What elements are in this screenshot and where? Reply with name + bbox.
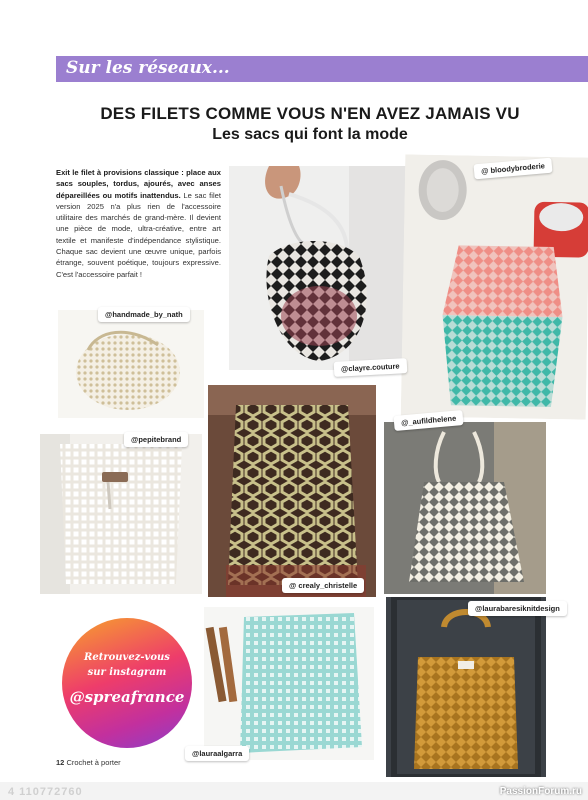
photo-aufildhelene xyxy=(384,422,546,594)
instagram-promo xyxy=(62,618,192,748)
page-footer xyxy=(56,758,121,767)
photo-laurabaresiknitdesign xyxy=(386,597,546,777)
section-banner xyxy=(56,56,588,82)
article-headline: DES FILETS COMME VOUS N'EN AVEZ JAMAIS VU xyxy=(100,104,520,123)
net-bag-image xyxy=(208,385,376,597)
handle-tag: @handmade_by_nath xyxy=(98,307,190,322)
photo-clayre-couture xyxy=(229,166,413,370)
page-number: 12 xyxy=(56,758,65,767)
promo-handle: @spreafrance xyxy=(69,688,185,706)
net-bag-image xyxy=(401,154,588,419)
article-subheadline: Les sacs qui font la mode xyxy=(212,126,408,143)
section-banner-label: Sur les réseaux... xyxy=(66,58,230,78)
handle-tag: @ crealy_christelle xyxy=(282,578,364,593)
intro-paragraph xyxy=(56,167,221,280)
net-bag-image xyxy=(386,597,546,777)
net-bag-image xyxy=(204,607,374,760)
watermark: PassionForum.ru xyxy=(499,786,582,797)
handle-tag: @clayre.couture xyxy=(334,358,407,377)
net-bag-image xyxy=(384,422,546,594)
net-bag-image xyxy=(58,310,204,418)
net-bag-image xyxy=(40,434,202,594)
photo-lauraalgarra xyxy=(204,607,374,760)
magazine-name: Crochet à porter xyxy=(66,758,121,767)
intro-lead: Exit le filet à provisions classique : place aux sacs souples, tordus, ajourés, avec anses dépareillées ou motifs inattendus. xyxy=(56,168,221,200)
net-bag-image xyxy=(229,166,413,370)
photo-bloodybroderie xyxy=(401,154,588,419)
promo-line-2: sur instagram xyxy=(87,667,167,678)
photo-crealy-christelle xyxy=(208,385,376,597)
promo-line-1: Retrouvez-vous xyxy=(84,652,170,663)
handle-tag: @laurabaresiknitdesign xyxy=(468,601,567,616)
barcode-digits: 4 110772760 xyxy=(8,786,83,798)
photo-pepitebrand xyxy=(40,434,202,594)
handle-tag: @pepitebrand xyxy=(124,432,188,447)
handle-tag: @lauraalgarra xyxy=(185,746,249,761)
intro-body: Le sac filet version 2025 n'a plus rien de l'accessoire utilitaire des marchés de grand-mère. Il devient une pièce de mode, ultra-créative, entre art textile et manifeste d'indépendance stylistique. Chaque sac devient une œuvre unique, parfois étrange, souvent poétique, toujours expressive. C'est l'accessoire parfait ! xyxy=(56,190,221,279)
photo-handmade-by-nath xyxy=(58,310,204,418)
handle-tag: @ bloodybroderie xyxy=(473,158,552,180)
handle-tag: @_aufildhelene xyxy=(393,410,463,431)
